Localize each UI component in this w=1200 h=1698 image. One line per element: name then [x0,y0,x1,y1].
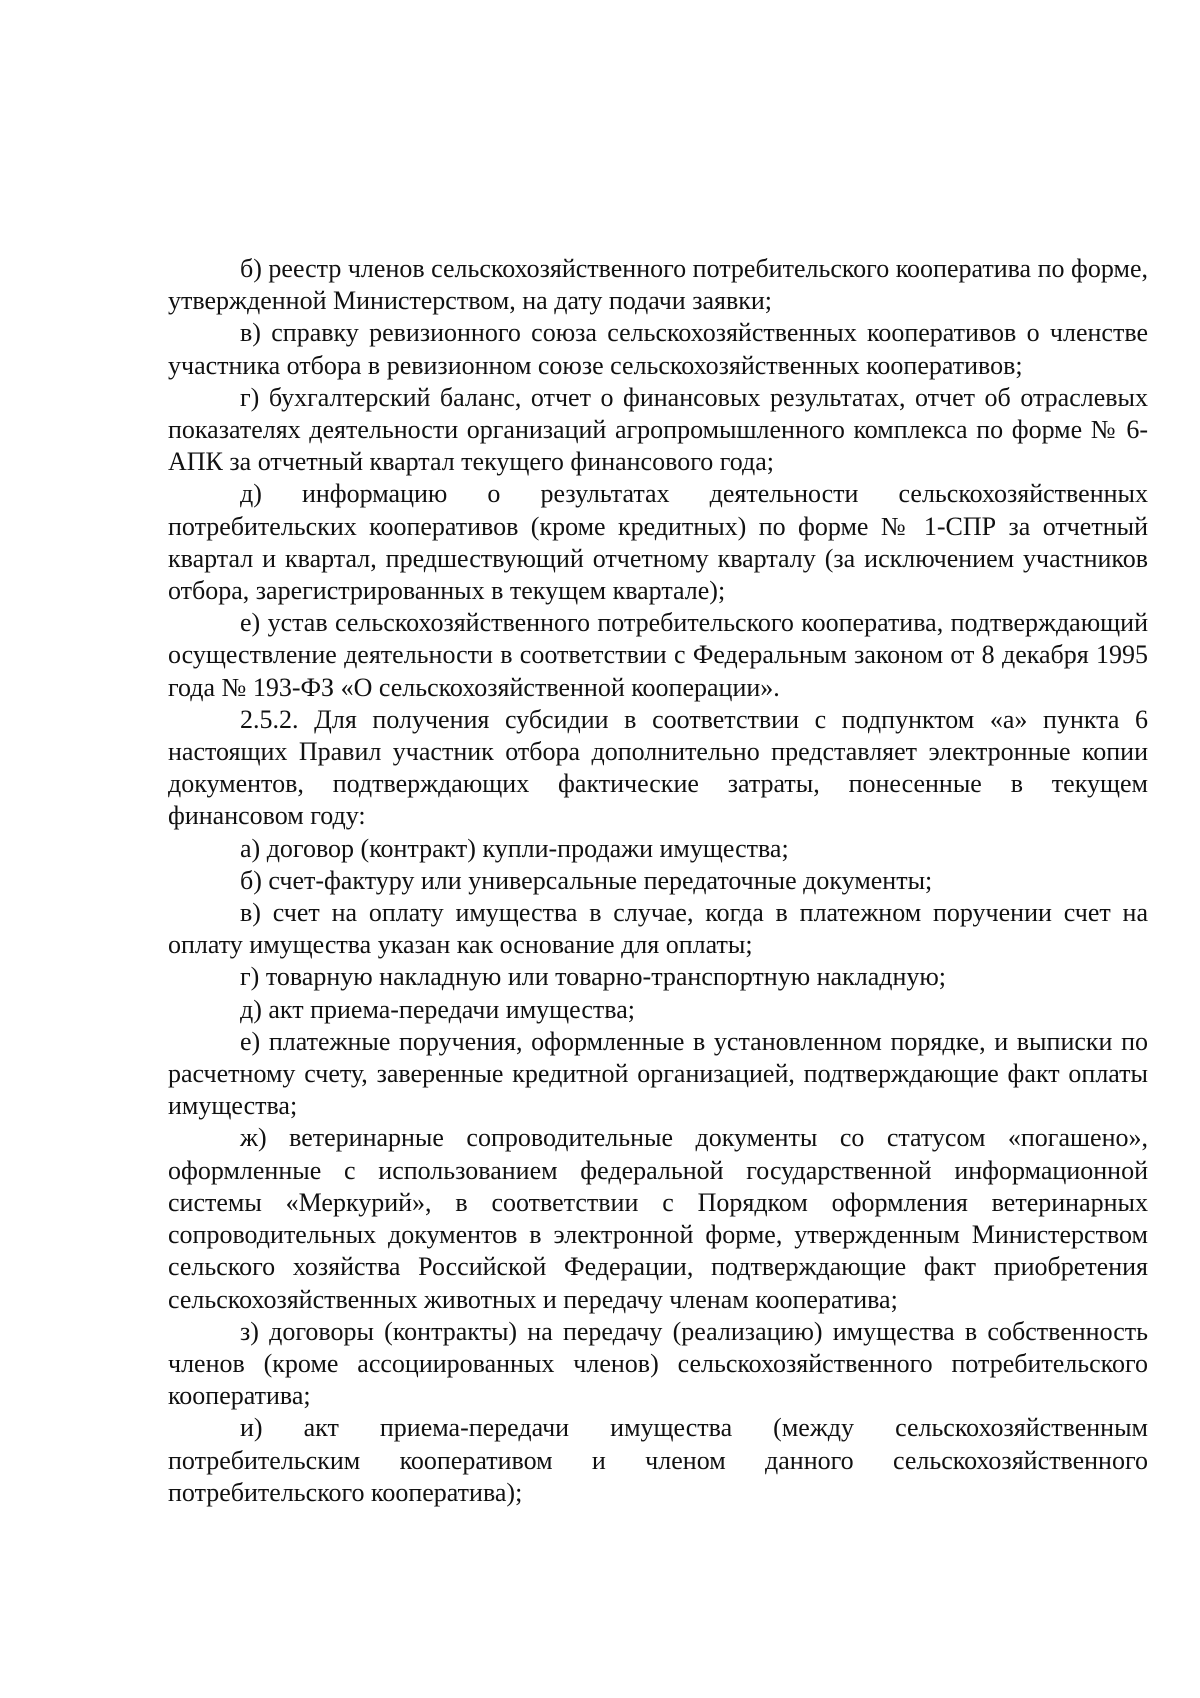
paragraph-zh-veterinary-docs: ж) ветеринарные сопроводительные документы со статусом «погашено», оформленные с использованием федеральной государственной информационной системы «Меркурий», в соответствии с Порядком оформления ветеринарных сопроводительных документов в электронной форме, утвержденным Министерством сельского хозяйства Российской Федерации, подтверждающие факт приобретения сельскохозяйственных животных и передачу членам кооператива; [168,1123,1148,1314]
paragraph-b-registry: б) реестр членов сельскохозяйственного потребительского кооператива по форме, утвержденной Министерством, на дату подачи заявки; [168,254,1148,316]
paragraph-z-transfer-contracts: з) договоры (контракты) на передачу (реализацию) имущества в собственность членов (кроме ассоциированных членов) сельскохозяйственного потребительского кооператива; [168,1316,1148,1411]
paragraph-b-invoice: б) счет-фактуру или универсальные передаточные документы; [240,865,933,895]
document-page [168,253,1148,1509]
paragraph-e-charter: е) устав сельскохозяйственного потребительского кооператива, подтверждающий осуществление деятельности в соответствии с Федеральным законом от 8 декабря 1995 года № 193-ФЗ «О сельскохозяйственной кооперации». [168,608,1148,702]
paragraph-a-purchase-contract: а) договор (контракт) купли-продажи имущества; [240,833,789,863]
paragraph-i-member-transfer-act: и) акт приема-передачи имущества (между сельскохозяйственным потребительским кооперативом и членом данного сельскохозяйственного потребительского кооператива); [168,1413,1148,1507]
paragraph-g-waybill: г) товарную накладную или товарно-транспортную накладную; [240,962,947,992]
paragraph-d-activity-info: д) информацию о результатах деятельности сельскохозяйственных потребительских кооперативов (кроме кредитных) по форме № 1-СПР за отчетный квартал и квартал, предшествующий отчетному кварталу (за исключением участников отбора, зарегистрированных в текущем квартале); [168,479,1148,606]
paragraph-g-balance-sheet: г) бухгалтерский баланс, отчет о финансовых результатах, отчет об отраслевых показателях деятельности организаций агропромышленного комплекса по форме № 6-АПК за отчетный квартал текущего финансового года; [168,382,1148,477]
paragraph-e-payment-orders: е) платежные поручения, оформленные в установленном порядке, и выписки по расчетному счету, заверенные кредитной организацией, подтверждающие факт оплаты имущества; [168,1026,1148,1121]
paragraph-2-5-2: 2.5.2. Для получения субсидии в соответствии с подпунктом «а» пункта 6 настоящих Правил участник отбора дополнительно представляет электронные копии документов, подтверждающих фактические затраты, понесенные в текущем финансовом году: [168,704,1148,831]
paragraph-v-payment-bill: в) счет на оплату имущества в случае, когда в платежном поручении счет на оплату имущества указан как основание для оплаты; [168,898,1148,960]
paragraph-v-audit-union: в) справку ревизионного союза сельскохозяйственных кооперативов о членстве участника отбора в ревизионном союзе сельскохозяйственных кооперативов; [168,318,1148,380]
paragraph-d-transfer-act: д) акт приема-передачи имущества; [240,994,635,1024]
